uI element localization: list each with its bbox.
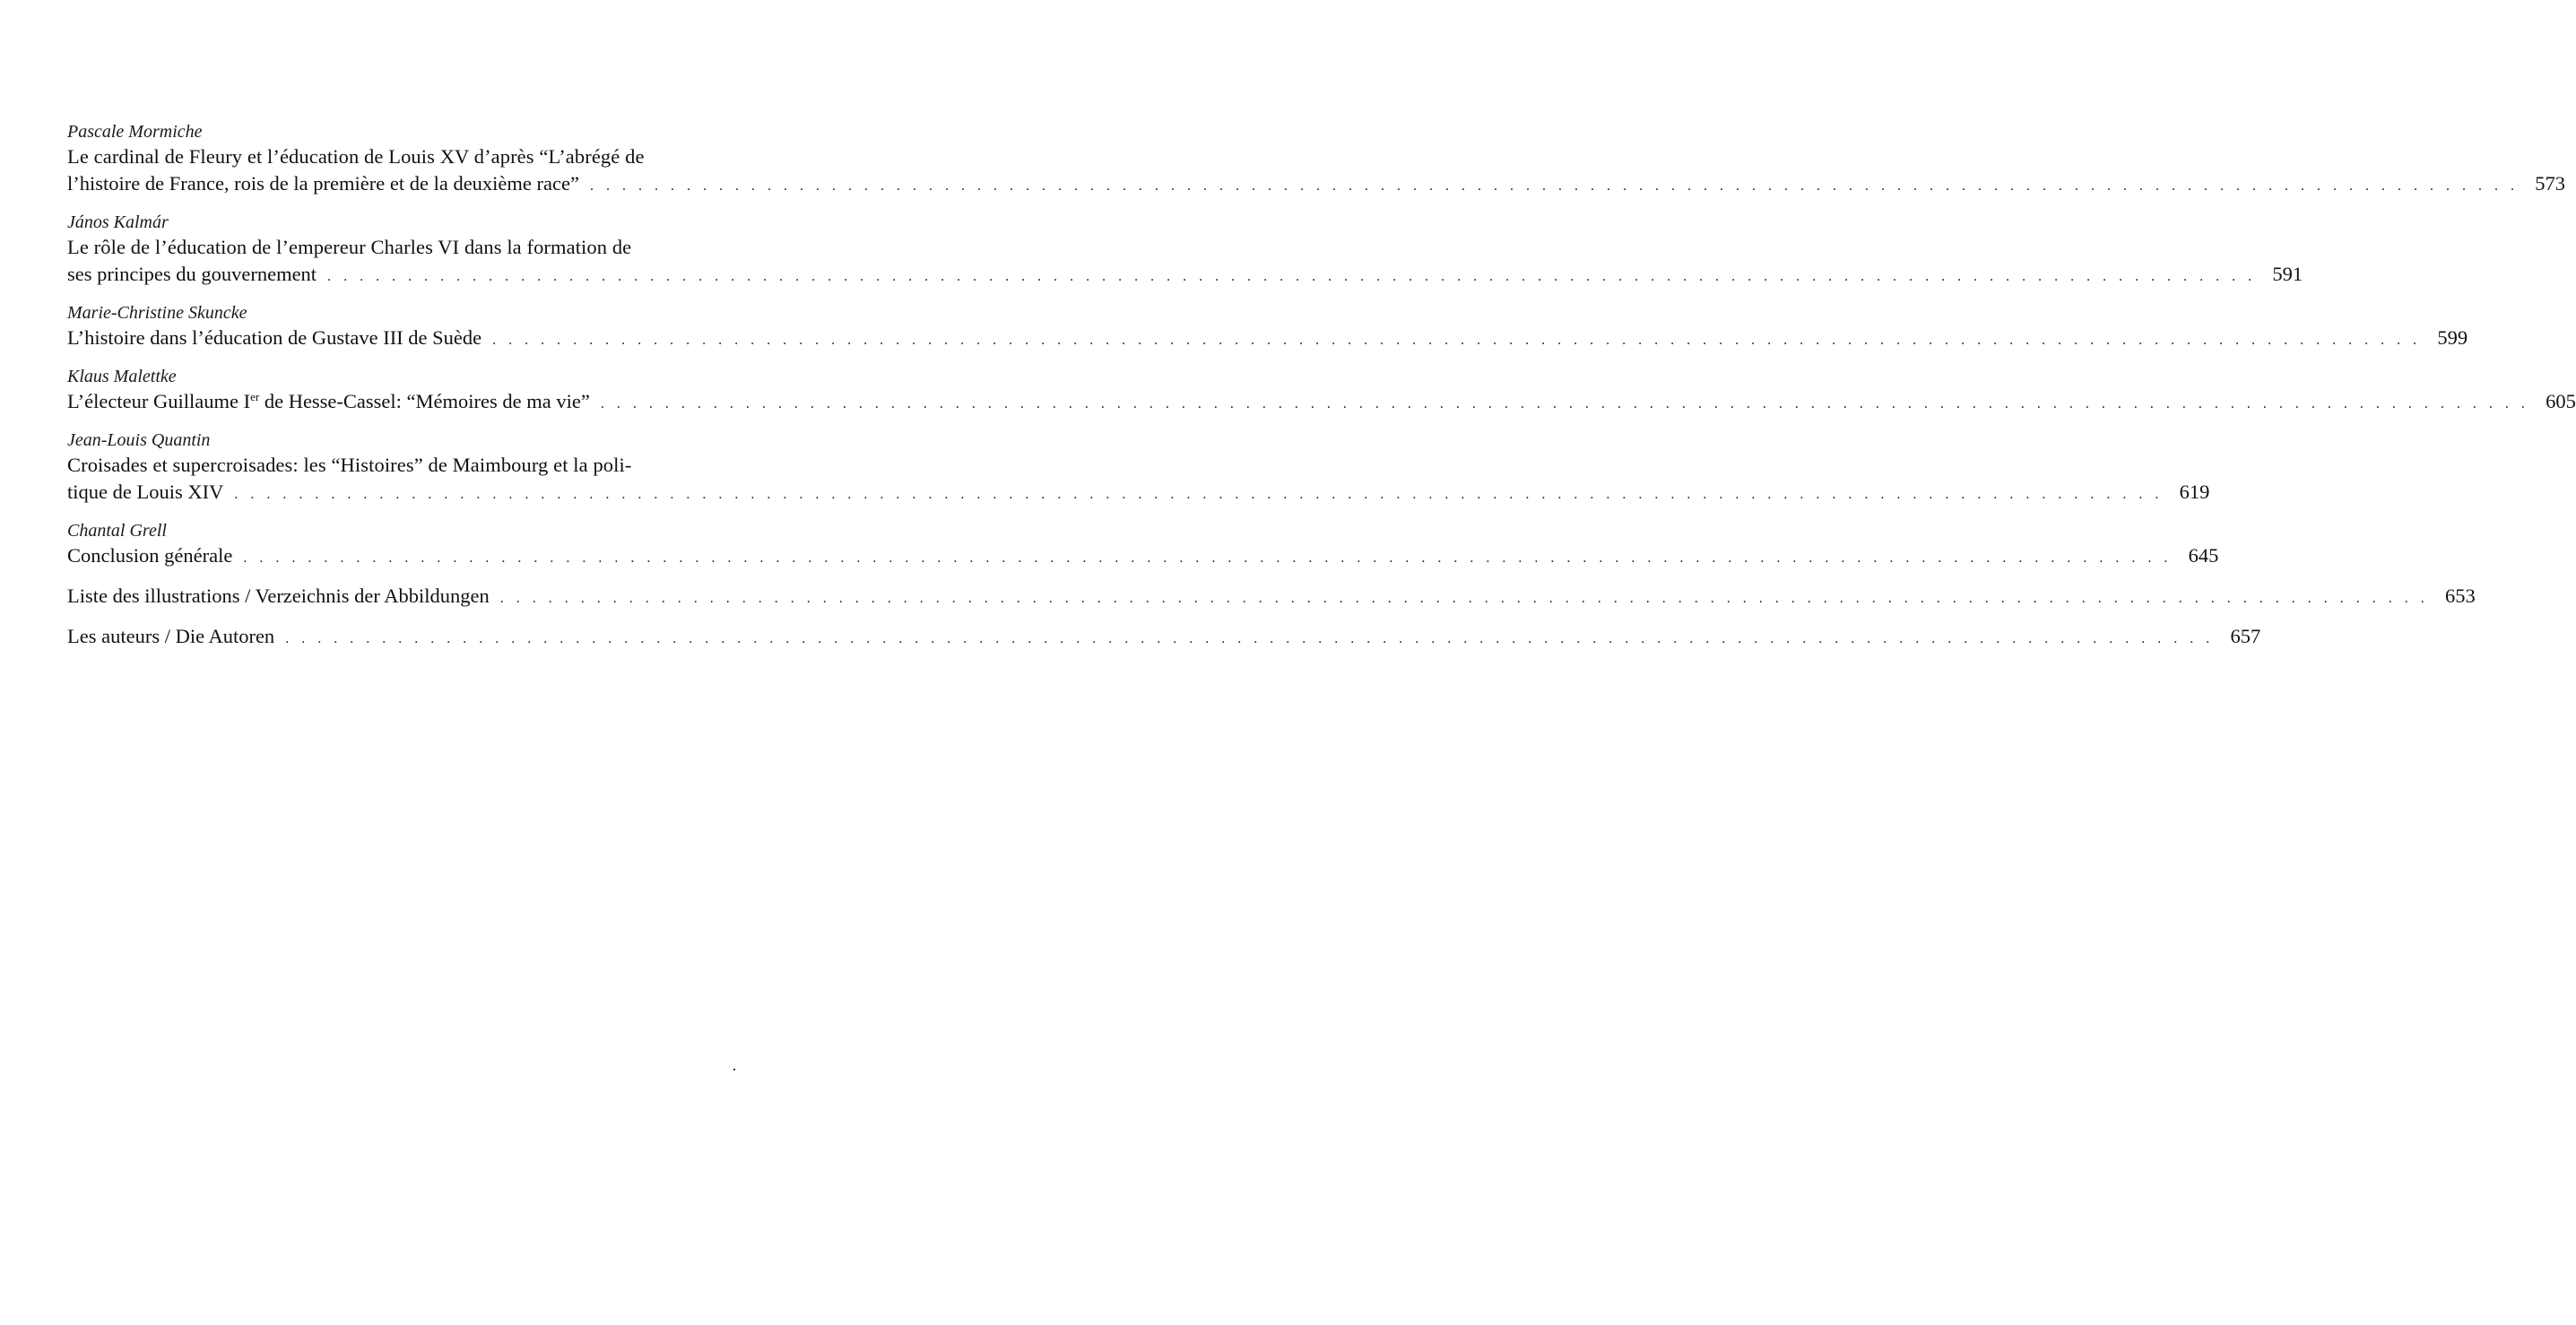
entry-title-line: Le cardinal de Fleury et l’éducation de Louis XV d’après “L’abrégé de <box>67 145 645 168</box>
entry-title-segment: de Hesse-Cassel: “Mémoires de ma vie” <box>259 390 590 412</box>
toc-entry <box>67 211 2303 288</box>
dot-leader: . . . . . . . . . . . . . . . . . . . . . . . . . . . . . . . . . . . . . . . . . . . . . . . . . . . . . . . . . . . . . . . . . . . . . . . . . . . . . . . . . . . . . . . . . . . . . . . . . . . . . . . . . . . . . . . . . . . . . . . . <box>285 631 2215 646</box>
entry-title-text <box>67 542 232 569</box>
entry-title-last-line <box>67 325 2468 351</box>
toc-entry <box>67 623 2261 650</box>
entry-title-segment: Conclusion générale <box>67 544 233 567</box>
dot-leader: . . . . . . . . . . . . . . . . . . . . . . . . . . . . . . . . . . . . . . . . . . . . . . . . . . . . . . . . . . . . . . . . . . . . . . . . . . . . . . . . . . . . . . . . . . . . . . . . . . . . . . . . . . . . . . . . . . . . . . . . <box>492 333 2422 348</box>
entry-title-text <box>67 583 490 610</box>
toc-entry <box>67 365 2576 415</box>
page-number: 653 <box>2445 585 2476 607</box>
page-number: 645 <box>2188 544 2219 567</box>
page-number: 591 <box>2272 263 2303 285</box>
entry-title-segment: l’histoire de France, rois de la première et de la deuxième race” <box>67 172 579 195</box>
page-number: 619 <box>2179 481 2210 503</box>
entry-title-segment: Les auteurs / Die Autoren <box>67 625 275 647</box>
toc-entry <box>67 583 2476 610</box>
entry-title-last-line <box>67 388 2576 415</box>
entry-title-segment: L’histoire dans l’éducation de Gustave III de Suède <box>67 326 482 349</box>
entry-author: Marie-Christine Skuncke <box>67 303 247 323</box>
entry-title-last-line <box>67 542 2219 569</box>
page-number: 657 <box>2230 625 2261 647</box>
entry-title-segment: ses principes du gouvernement <box>67 263 317 285</box>
entry-title-last-line <box>67 261 2303 288</box>
toc-entry <box>67 120 2565 197</box>
entry-title-text <box>67 261 317 288</box>
entry-title-line: Le rôle de l’éducation de l’empereur Charles VI dans la formation de <box>67 236 632 258</box>
page-number: 599 <box>2437 326 2468 349</box>
entry-title-text <box>67 170 579 197</box>
dot-leader: . . . . . . . . . . . . . . . . . . . . . . . . . . . . . . . . . . . . . . . . . . . . . . . . . . . . . . . . . . . . . . . . . . . . . . . . . . . . . . . . . . . . . . . . . . . . . . . . . . . . . . . . . . . . . . . . . . . . . . . . <box>600 396 2529 411</box>
entry-title-text <box>67 325 481 351</box>
entry-title-segment: L’électeur Guillaume I <box>67 390 251 412</box>
toc-entry <box>67 429 2210 506</box>
dot-leader: . . . . . . . . . . . . . . . . . . . . . . . . . . . . . . . . . . . . . . . . . . . . . . . . . . . . . . . . . . . . . . . . . . . . . . . . . . . . . . . . . . . . . . . . . . . . . . . . . . . . . . . . . . . . . . . . . . . . . . . . <box>243 550 2173 566</box>
table-of-contents <box>67 120 2576 663</box>
entry-title-last-line <box>67 170 2565 197</box>
entry-author: Jean-Louis Quantin <box>67 430 211 450</box>
entry-author: Chantal Grell <box>67 521 167 541</box>
dot-leader: . . . . . . . . . . . . . . . . . . . . . . . . . . . . . . . . . . . . . . . . . . . . . . . . . . . . . . . . . . . . . . . . . . . . . . . . . . . . . . . . . . . . . . . . . . . . . . . . . . . . . . . . . . . . . . . . . . . . . . . . <box>234 487 2164 502</box>
entry-title-text <box>67 623 274 650</box>
page-number: 605 <box>2546 390 2576 412</box>
entry-title-last-line <box>67 479 2210 506</box>
dot-leader: . . . . . . . . . . . . . . . . . . . . . . . . . . . . . . . . . . . . . . . . . . . . . . . . . . . . . . . . . . . . . . . . . . . . . . . . . . . . . . . . . . . . . . . . . . . . . . . . . . . . . . . . . . . . . . . . . . . . . . . . <box>499 591 2429 606</box>
entry-title-segment: tique de Louis XIV <box>67 481 224 503</box>
entry-title-text <box>67 388 590 415</box>
entry-title-last-line <box>67 623 2261 650</box>
dot-leader: . . . . . . . . . . . . . . . . . . . . . . . . . . . . . . . . . . . . . . . . . . . . . . . . . . . . . . . . . . . . . . . . . . . . . . . . . . . . . . . . . . . . . . . . . . . . . . . . . . . . . . . . . . . . . . . . . . . . . . . . <box>589 178 2519 194</box>
dot-leader: . . . . . . . . . . . . . . . . . . . . . . . . . . . . . . . . . . . . . . . . . . . . . . . . . . . . . . . . . . . . . . . . . . . . . . . . . . . . . . . . . . . . . . . . . . . . . . . . . . . . . . . . . . . . . . . . . . . . . . . . <box>327 269 2257 284</box>
entry-author: Klaus Malettke <box>67 367 177 386</box>
entry-title-superscript: er <box>250 390 260 403</box>
entry-title-text <box>67 479 223 506</box>
toc-entry <box>67 519 2219 569</box>
toc-entry <box>67 301 2468 351</box>
page-speck <box>733 1069 735 1070</box>
page-number: 573 <box>2535 172 2565 195</box>
entry-author: János Kalmár <box>67 212 169 232</box>
entry-author: Pascale Mormiche <box>67 122 203 142</box>
entry-title-segment: Liste des illustrations / Verzeichnis der Abbildungen <box>67 585 490 607</box>
entry-title-last-line <box>67 583 2476 610</box>
entry-title-line: Croisades et supercroisades: les “Histoires” de Maimbourg et la poli- <box>67 454 632 476</box>
